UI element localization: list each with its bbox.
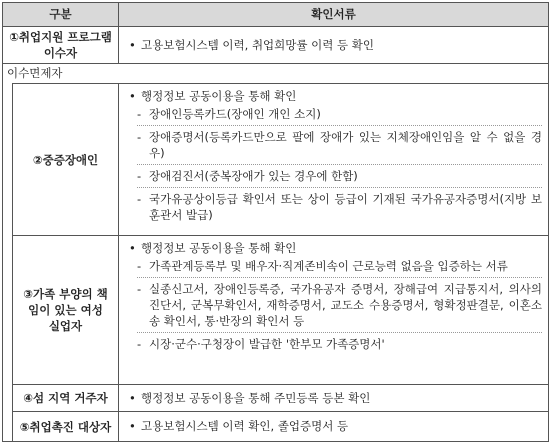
sub-text: 실종신고서, 장애인등록증, 국가유공자 증명서, 장해급여 지급통지서, 의사의 진단서, 군복무확인서, 재학증명서, 교도소 수용증명서, 형확정판결문, 이혼소송 확인서, 통·반장의 확인서 등 (149, 282, 542, 328)
sub-item (129, 191, 542, 223)
row-label: ③가족 부양의 책임이 있는 여성 실업자 (13, 236, 119, 384)
table-row (13, 385, 548, 412)
table-header (3, 3, 548, 27)
dash: - (137, 259, 142, 273)
dash: - (137, 192, 142, 206)
sub-text: 장애검진서(중복장애가 있는 경우에 한함) (149, 169, 358, 183)
row-label: ④섬 지역 거주자 (13, 385, 119, 411)
divider (137, 277, 542, 278)
list-item (129, 418, 542, 434)
divider (137, 164, 542, 165)
item-text: 고용보험시스템 이력, 취업희망률 이력 등 확인 (141, 38, 375, 52)
dash: - (137, 130, 142, 144)
list-item (129, 390, 542, 406)
bullet: • (129, 38, 136, 52)
dash: - (137, 169, 142, 183)
sub-item (129, 258, 542, 274)
section-label-text: 이수면제자 (7, 66, 63, 80)
row-content (119, 27, 548, 63)
divider (137, 125, 542, 126)
header-documents: 확인서류 (311, 7, 356, 21)
sub-item (129, 336, 542, 352)
section-indent (3, 83, 13, 441)
row-content (119, 412, 548, 436)
item-text: 고용보험시스템 이력 확인, 졸업증명서 등 (141, 419, 349, 433)
bullet: • (129, 241, 136, 255)
row-label: ⑤취업촉진 대상자 (13, 412, 119, 441)
sub-item (129, 106, 542, 122)
item-text: 행정정보 공동이용을 통해 확인 (141, 241, 297, 255)
divider (137, 332, 542, 333)
sub-text: 장애인등록카드(장애인 개인 소지) (149, 107, 321, 121)
header-category: 구분 (3, 3, 119, 26)
list-item (129, 88, 542, 104)
table-row (13, 236, 548, 385)
sub-text: 국가유공상이등급 확인서 또는 상이 등급이 기재된 국가유공자증명서(지방 보훈관서 발급) (149, 192, 542, 222)
row-label: ②중증장애인 (13, 84, 119, 235)
bullet: • (129, 89, 136, 103)
sub-item (129, 129, 542, 161)
sub-item (129, 168, 542, 184)
list-item (129, 240, 542, 256)
bullet: • (129, 419, 136, 433)
sub-text: 시장·군수·구청장이 발급한 '한부모 가족증명서' (149, 337, 385, 351)
row-content (119, 385, 548, 408)
dash: - (137, 107, 142, 121)
list-item (129, 37, 542, 53)
table-row (13, 412, 548, 441)
bullet: • (129, 391, 136, 405)
sub-item (129, 281, 542, 329)
divider (137, 187, 542, 188)
section-label (3, 64, 548, 83)
item-text: 행정정보 공동이용을 통해 주민등록 등본 확인 (141, 391, 371, 405)
dash: - (137, 337, 142, 351)
sub-text: 장애증명서(등록카드만으로 팔에 장애가 있는 지체장애인임을 알 수 없을 경우) (149, 130, 542, 160)
document-table (2, 2, 549, 442)
row-content (119, 84, 548, 225)
dash: - (137, 282, 142, 296)
row-content (119, 236, 548, 354)
sub-text: 가족관계등록부 및 배우자·직계존비속이 근로능력 없음을 입증하는 서류 (149, 259, 508, 273)
row-label: ①취업지원 프로그램 이수자 (3, 27, 119, 63)
table-row (13, 83, 548, 236)
table-row (3, 27, 548, 64)
item-text: 행정정보 공동이용을 통해 확인 (141, 89, 297, 103)
